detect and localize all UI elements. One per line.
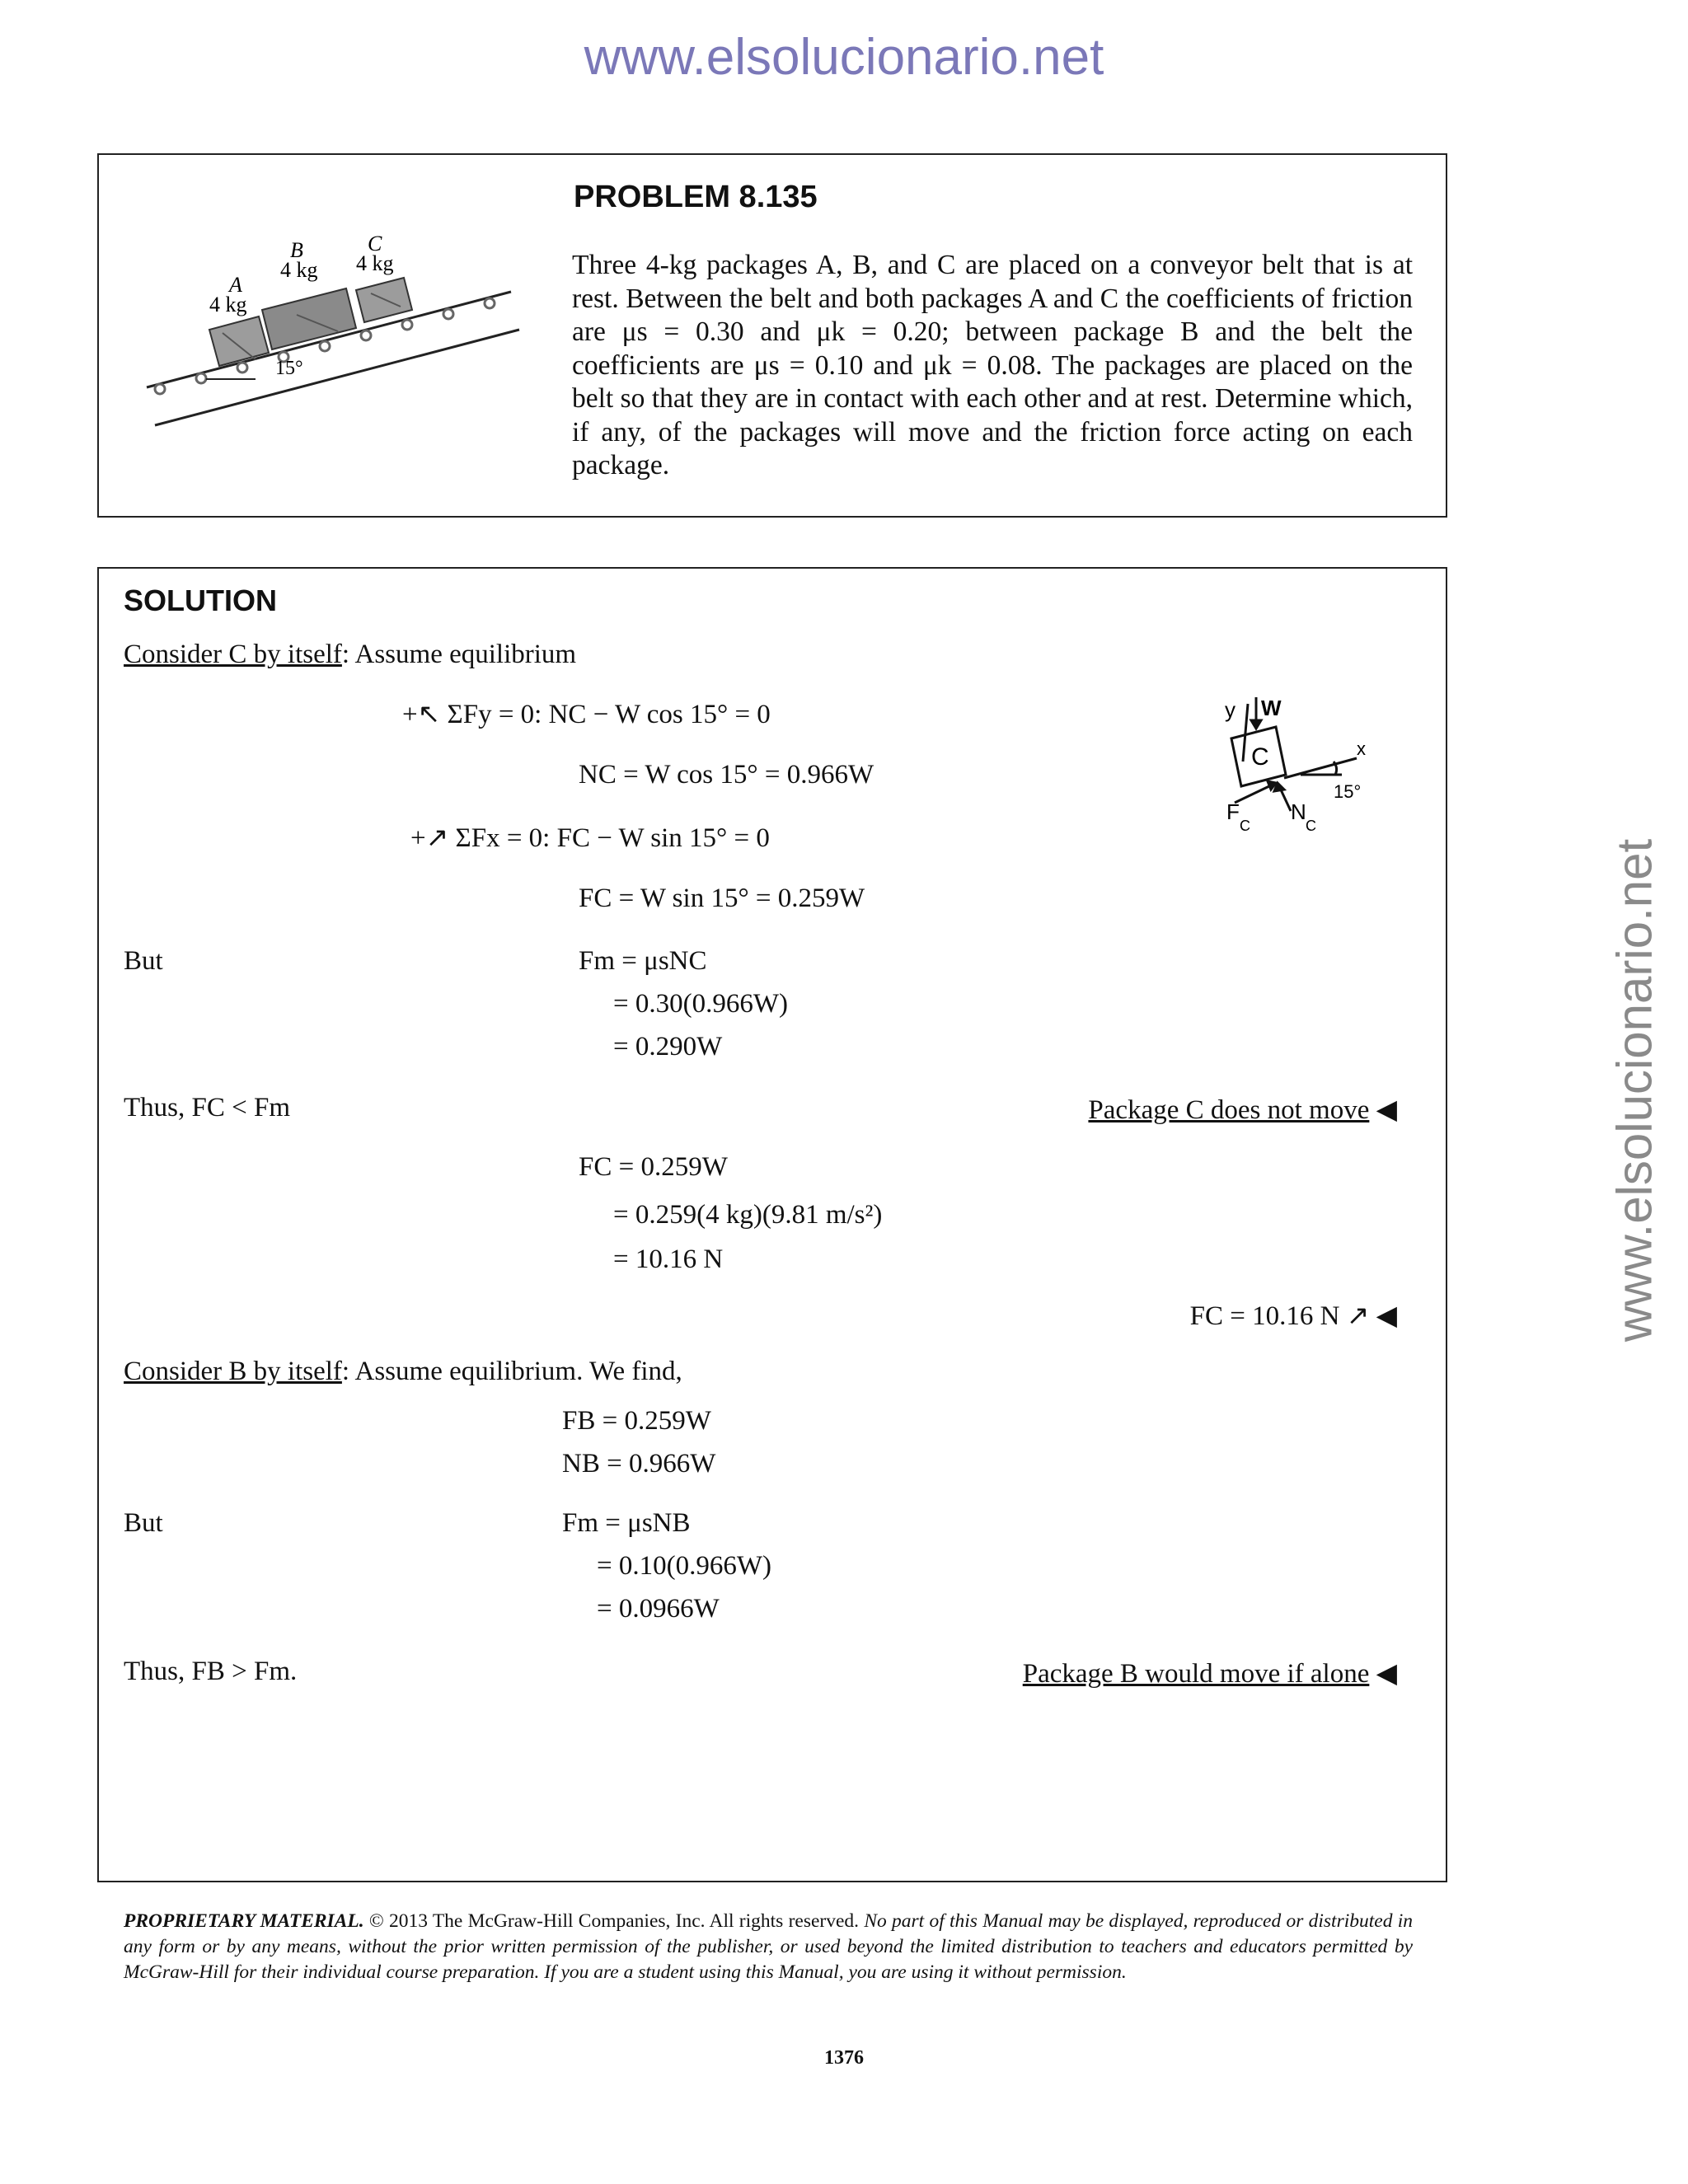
eq-sum-fy: +↖ ΣFy = 0: NC − W cos 15° = 0 (402, 700, 771, 729)
eq-fm-c1: Fm = μsNC (579, 946, 707, 976)
consider-c-heading: Consider C by itself (124, 640, 342, 669)
mass-a: 4 kg (209, 293, 247, 316)
angle-label: 15° (275, 358, 303, 379)
eq-fm-c3: = 0.290W (613, 1032, 723, 1062)
label-c: C (368, 234, 382, 255)
eq-fc: FC = W sin 15° = 0.259W (579, 883, 865, 913)
consider-c-line (124, 640, 576, 670)
consider-c-rest: : Assume equilibrium (341, 640, 577, 669)
but-label-2: But (124, 1508, 163, 1538)
label-a: A (229, 273, 242, 297)
eq-sum-fx: +↗ ΣFx = 0: FC − W sin 15° = 0 (410, 823, 770, 853)
footer-notice (124, 1909, 1413, 1985)
result-c-move-text: Package C does not move (1088, 1095, 1370, 1125)
answer-marker: ◀ (1376, 1095, 1397, 1125)
eq-fc-val2: = 0.259(4 kg)(9.81 m/s²) (613, 1200, 883, 1230)
free-body-diagram (1218, 696, 1408, 852)
fbd-f-sub: C (1240, 818, 1250, 834)
mass-b: 4 kg (280, 258, 318, 282)
result-c-move (1088, 1093, 1397, 1126)
mass-c: 4 kg (356, 251, 394, 275)
but-label-1: But (124, 946, 163, 976)
problem-statement: Three 4-kg packages A, B, and C are placed on a conveyor belt that is at rest. Between the belt and both packages A and C the coefficients of friction are μs = 0.30 and μk = 0.20; between package B and the belt the coefficients are μs = 0.10 and μk = 0.08. The packages are placed on the belt so that they are in contact with each other and at rest. Determine which, if any, of the packages will move and the friction force acting on each package. (572, 250, 1413, 480)
answer-marker: ◀ (1376, 1659, 1397, 1689)
result-fc-text: FC = 10.16 N ↗ (1189, 1301, 1370, 1331)
fbd-angle-label: 15° (1334, 781, 1362, 802)
footer-lead: PROPRIETARY MATERIAL. (124, 1910, 364, 1932)
footer-notice-text: No part of this Manual may be displayed, reproduced or distributed in any form or by any means, without the prior written permission of the publisher, or used beyond the limited distribution to teachers and educators permitted by McGraw-Hill for their individual course preparation. If you are a student using this Manual, you are using it without permission. (124, 1910, 1414, 1983)
answer-marker: ◀ (1376, 1301, 1397, 1331)
watermark-top: www.elsolucionario.net (584, 29, 1104, 86)
eq-fm-b1: Fm = μsNB (562, 1508, 691, 1538)
consider-b-line (124, 1357, 682, 1387)
eq-fc-val3: = 10.16 N (613, 1244, 724, 1274)
eq-fm-c2: = 0.30(0.966W) (613, 989, 788, 1019)
thus-c: Thus, FC < Fm (124, 1093, 290, 1122)
fbd-f-label: F (1226, 799, 1240, 824)
thus-b: Thus, FB > Fm. (124, 1657, 298, 1686)
result-fc (1190, 1299, 1397, 1332)
label-b: B (290, 238, 303, 262)
eq-fc-val1: FC = 0.259W (579, 1152, 728, 1182)
fbd-y-label: y (1225, 697, 1236, 722)
consider-b-heading: Consider B by itself (124, 1357, 342, 1386)
problem-title: PROBLEM 8.135 (574, 180, 818, 214)
fbd-n-label: N (1291, 799, 1306, 824)
solution-title: SOLUTION (124, 583, 277, 617)
eq-nc: NC = W cos 15° = 0.966W (579, 760, 874, 790)
page-number: 1376 (824, 2047, 864, 2069)
footer-copyright: © 2013 The McGraw-Hill Companies, Inc. All rights reserved. (363, 1910, 865, 1932)
fbd-w-label: W (1261, 696, 1282, 720)
watermark-side: www.elsolucionario.net (1606, 838, 1662, 1343)
conveyor-figure (140, 234, 536, 440)
eq-fb: FB = 0.259W (562, 1406, 711, 1436)
result-b-move (1023, 1657, 1397, 1690)
fbd-x-label: x (1357, 738, 1366, 759)
eq-fm-b2: = 0.10(0.966W) (597, 1551, 771, 1581)
result-b-move-text: Package B would move if alone (1022, 1659, 1370, 1689)
fbd-c-label: C (1251, 743, 1269, 771)
fbd-n-sub: C (1306, 818, 1316, 834)
eq-fm-b3: = 0.0966W (597, 1594, 720, 1624)
eq-nb: NB = 0.966W (562, 1449, 716, 1479)
consider-b-rest: : Assume equilibrium. We find, (341, 1357, 682, 1386)
